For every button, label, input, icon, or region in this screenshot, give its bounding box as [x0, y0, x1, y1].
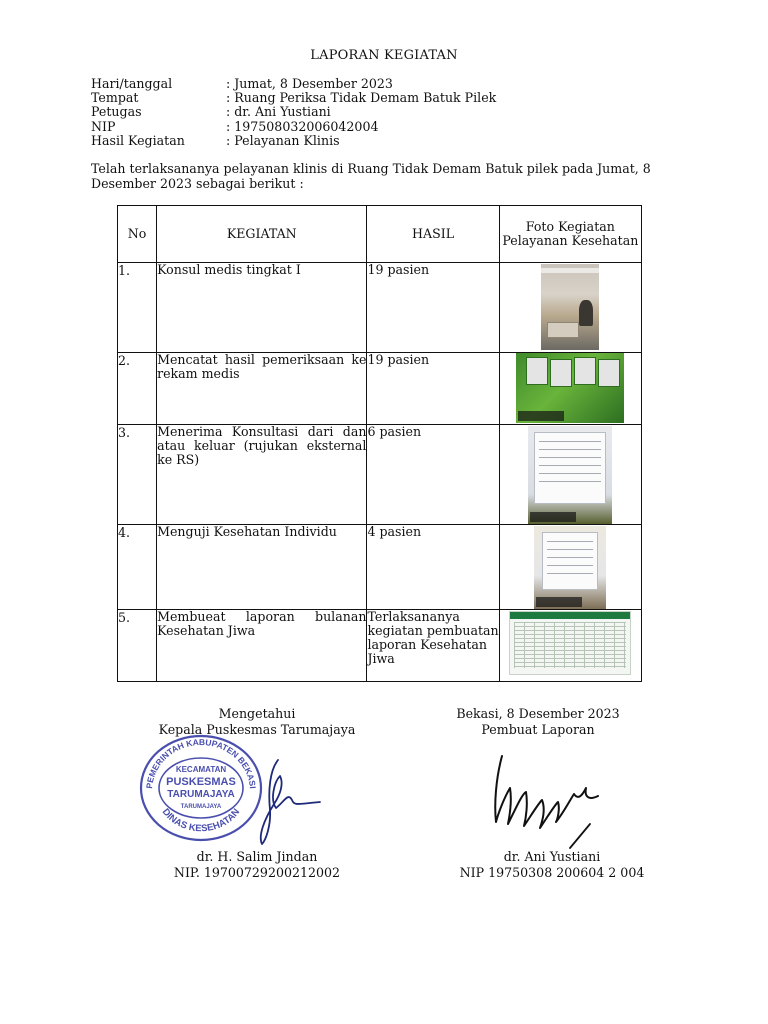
info-value: : Pelayanan Klinis — [226, 132, 340, 148]
signature-left-name: dr. H. Salim Jindan — [196, 849, 318, 864]
signature-right-line1: Bekasi, 8 Desember 2023 — [456, 706, 620, 721]
info-row-officer — [91, 105, 496, 119]
photo-spreadsheet-ribbon — [510, 612, 630, 619]
row-kegiatan: Menguji Kesehatan Individu — [157, 525, 367, 610]
activity-photo-spreadsheet — [509, 611, 631, 675]
photo-record-card — [574, 357, 596, 385]
photo-record-card — [526, 357, 548, 385]
signature-right-heading — [438, 706, 638, 737]
table-row — [118, 425, 642, 525]
row-kegiatan: Menerima Konsultasi dari dan atau keluar (rujukan eksternal ke RS) — [157, 425, 367, 525]
photo-timestamp-tag — [530, 512, 576, 522]
photo-timestamp-tag — [518, 411, 564, 421]
row-hasil: Terlaksananya kegiatan pembuatan laporan Kesehatan Jiwa — [367, 610, 499, 682]
photo-person — [579, 300, 593, 326]
header-foto: Foto Kegiatan Pelayanan Kesehatan — [499, 206, 641, 263]
row-no: 5. — [118, 610, 157, 682]
stamp-line4: TARUMAJAYA — [180, 804, 222, 810]
row-no: 2. — [118, 353, 157, 425]
photo-record-card — [598, 359, 620, 387]
photo-wall-sign — [541, 268, 599, 273]
signature-right-nip: NIP 19750308 200604 2 004 — [459, 864, 645, 880]
row-no: 4. — [118, 525, 157, 610]
signature-right-handwritten — [486, 748, 606, 852]
row-foto — [499, 525, 641, 610]
info-label: Hasil Kegiatan — [91, 132, 185, 148]
signature-left-line2: Kepala Puskesmas Tarumajaya — [158, 721, 356, 737]
signature-left-footer — [130, 849, 384, 880]
stamp-line2: PUSKESMAS — [166, 776, 236, 788]
photo-timestamp-tag — [536, 597, 582, 607]
photo-desk — [547, 322, 579, 338]
row-no: 1. — [118, 263, 157, 353]
info-row-place — [91, 91, 496, 105]
signature-left-line1: Mengetahui — [218, 706, 296, 721]
row-foto — [499, 425, 641, 525]
row-kegiatan: Konsul medis tingkat I — [157, 263, 367, 353]
header-hasil: HASIL — [367, 206, 499, 263]
intro-paragraph: Telah terlaksananya pelayanan klinis di Ruang Tidak Demam Batuk pilek pada Jumat, 8 Desember 2023 sebagai berikut : — [91, 161, 651, 191]
info-value: : dr. Ani Yustiani — [226, 104, 331, 120]
info-label: Petugas — [91, 104, 142, 120]
info-row-result — [91, 134, 496, 148]
activity-photo-health-test — [534, 526, 606, 609]
info-value: : Ruang Periksa Tidak Demam Batuk Pilek — [226, 90, 497, 106]
signature-right-name: dr. Ani Yustiani — [503, 849, 601, 864]
signature-left-handwritten — [240, 740, 330, 850]
activity-photo-referral — [528, 426, 612, 524]
info-value: : Jumat, 8 Desember 2023 — [226, 76, 393, 91]
row-no: 3. — [118, 425, 157, 525]
info-value: : 197508032006042004 — [226, 118, 379, 134]
stamp-ring-bottom-text: DINAS KESEHATAN — [159, 806, 243, 835]
report-title: LAPORAN KEGIATAN — [310, 48, 458, 63]
info-row-date — [91, 77, 496, 91]
table-row — [118, 610, 642, 682]
info-label: NIP — [91, 118, 116, 134]
report-info — [91, 77, 496, 148]
activity-photo-consultation — [541, 264, 599, 350]
stamp-line1: KECAMATAN — [175, 765, 227, 774]
photo-test-form — [542, 532, 598, 590]
table-row — [118, 525, 642, 610]
header-no: No — [118, 206, 157, 263]
row-kegiatan: Mencatat hasil pemeriksaan ke rekam medis — [157, 353, 367, 425]
stamp-ring-top-text: PEMERINTAH KABUPATEN BEKASI — [144, 736, 258, 790]
row-hasil: 4 pasien — [367, 525, 499, 610]
photo-referral-letter — [534, 432, 606, 504]
table-header-row — [118, 206, 642, 263]
signature-right-line2: Pembuat Laporan — [481, 721, 595, 737]
activity-photo-medical-records — [516, 353, 624, 423]
signature-right-footer — [430, 849, 674, 880]
table-row — [118, 263, 642, 353]
photo-spreadsheet-grid — [514, 622, 626, 668]
photo-record-card — [550, 359, 572, 387]
info-row-nip — [91, 120, 496, 134]
row-foto — [499, 353, 641, 425]
header-kegiatan: KEGIATAN — [157, 206, 367, 263]
signature-left-nip: NIP. 19700729200212002 — [173, 864, 341, 880]
row-foto — [499, 263, 641, 353]
info-label: Tempat — [91, 90, 139, 106]
row-kegiatan: Membueat laporan bulanan Kesehatan Jiwa — [157, 610, 367, 682]
row-hasil: 6 pasien — [367, 425, 499, 525]
activity-table — [117, 205, 642, 682]
stamp-line3: TARUMAJAYA — [167, 789, 235, 800]
row-hasil: 19 pasien — [367, 353, 499, 425]
table-row — [118, 353, 642, 425]
row-hasil: 19 pasien — [367, 263, 499, 353]
info-label: Hari/tanggal — [91, 76, 173, 91]
row-foto — [499, 610, 641, 682]
